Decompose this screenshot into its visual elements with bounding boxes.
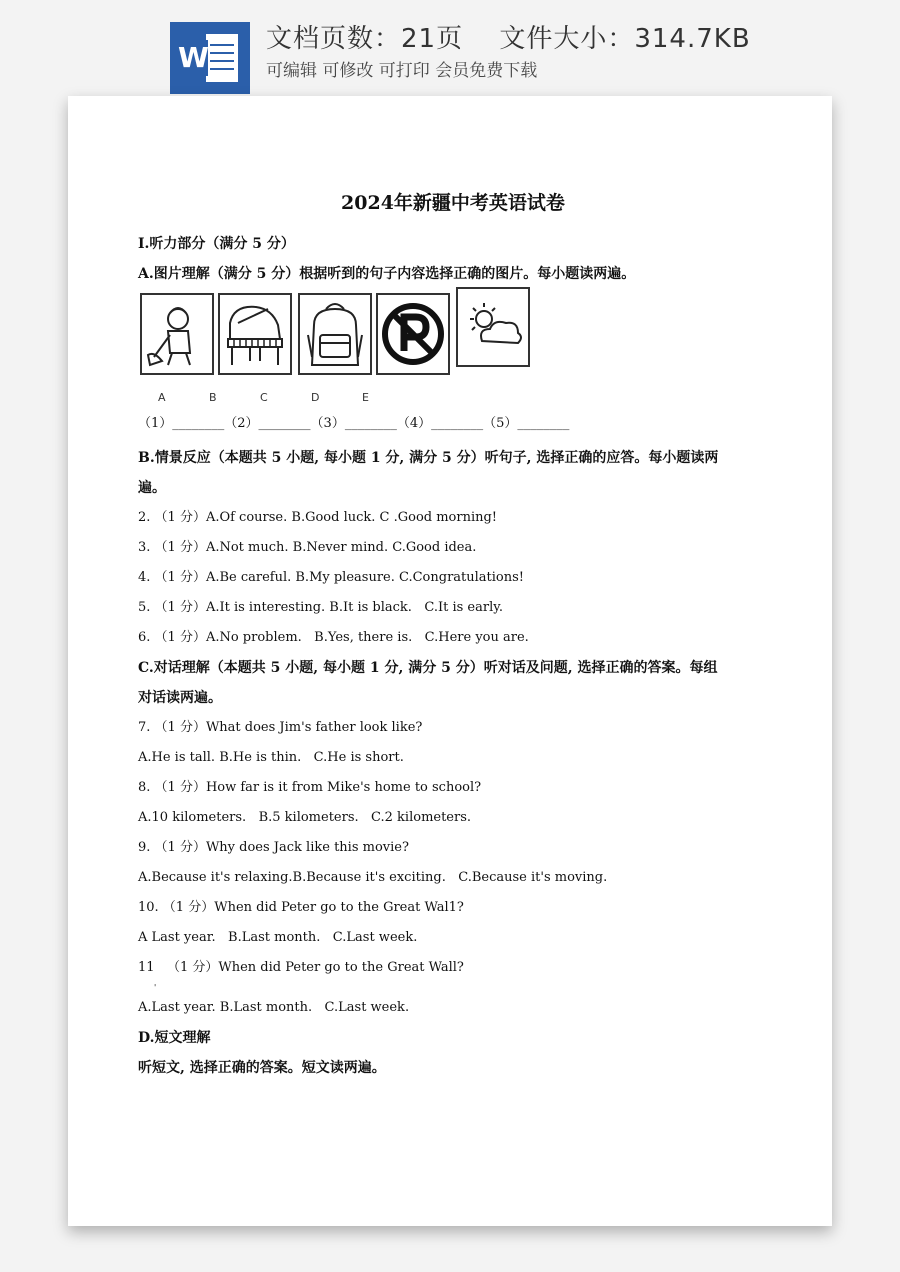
part-d-instruction: 听短文, 选择正确的答案。短文读两遍。 (138, 1060, 386, 1076)
picture-label-d: D (311, 391, 320, 404)
list-item: 11 （1 分）When did Peter go to the Great Wall? (138, 960, 464, 975)
list-item: 5. （1 分）A.It is interesting. B.It is black. C.It is early. (138, 600, 503, 615)
word-logo-letter: W (178, 41, 209, 74)
list-item: A.Last year. B.Last month. C.Last week. (138, 1000, 410, 1015)
list-item: A.10 kilometers. B.5 kilometers. C.2 kilometers. (138, 810, 472, 825)
no-parking-icon (376, 293, 450, 375)
list-item: 8. （1 分）How far is it from Mike's home to school? (138, 780, 482, 795)
sun-cloud-icon (456, 287, 530, 367)
part-a-heading: A.图片理解（满分 5 分）根据听到的句子内容选择正确的图片。每小题读两遍。 (138, 266, 636, 282)
list-item: 7. （1 分）What does Jim's father look like? (138, 720, 423, 735)
part-b-heading-cont: 遍。 (138, 480, 166, 496)
list-item: 6. （1 分）A.No problem. B.Yes, there is. C.Here you are. (138, 630, 529, 645)
list-item: 10. （1 分）When did Peter go to the Great Wal1? (138, 900, 464, 915)
file-info-subtitle: 可编辑 可修改 可打印 会员免费下载 (266, 61, 538, 81)
part-c-heading-cont: 对话读两遍。 (138, 690, 222, 706)
backpack-icon (298, 293, 372, 375)
part-c-heading: C.对话理解（本题共 5 小题, 每小题 1 分, 满分 5 分）听对话及问题, 选择正确的答案。每组 (138, 660, 718, 676)
file-info-title: 文档页数：21页 文件大小：314.7KB (266, 24, 751, 54)
document-title: 2024年新疆中考英语试卷 (341, 192, 565, 214)
list-item: A Last year. B.Last month. C.Last week. (138, 930, 418, 945)
list-item: 2. （1 分）A.Of course. B.Good luck. C .Good morning! (138, 510, 498, 525)
list-item: 3. （1 分）A.Not much. B.Never mind. C.Good idea. (138, 540, 477, 555)
picture-label-c: C (260, 391, 268, 404)
picture-options (138, 293, 768, 411)
section-listening: I.听力部分（满分 5 分） (138, 236, 295, 252)
piano-icon (218, 293, 292, 375)
list-item: A.Because it's relaxing.B.Because it's exciting. C.Because it's moving. (138, 870, 608, 885)
word-document-icon (170, 22, 250, 94)
header-banner (0, 0, 900, 96)
answer-blanks: （1）________（2）________（3）________（4）________（5）________ (138, 416, 570, 431)
document-page (68, 96, 832, 1226)
picture-label-e: E (362, 391, 369, 404)
picture-label-a: A (158, 391, 166, 404)
list-item: 9. （1 分）Why does Jack like this movie? (138, 840, 409, 855)
document-content (138, 188, 768, 1083)
part-b-heading: B.情景反应（本题共 5 小题, 每小题 1 分, 满分 5 分）听句子, 选择正确的应答。每小题读两 (138, 450, 719, 466)
part-d-heading: D.短文理解 (138, 1030, 211, 1046)
boy-sweeping-icon (140, 293, 214, 375)
list-item: A.He is tall. B.He is thin. C.He is short. (138, 750, 404, 765)
picture-label-b: B (209, 391, 217, 404)
stray-mark: ' (154, 983, 157, 992)
list-item: 4. （1 分）A.Be careful. B.My pleasure. C.Congratulations! (138, 570, 525, 585)
